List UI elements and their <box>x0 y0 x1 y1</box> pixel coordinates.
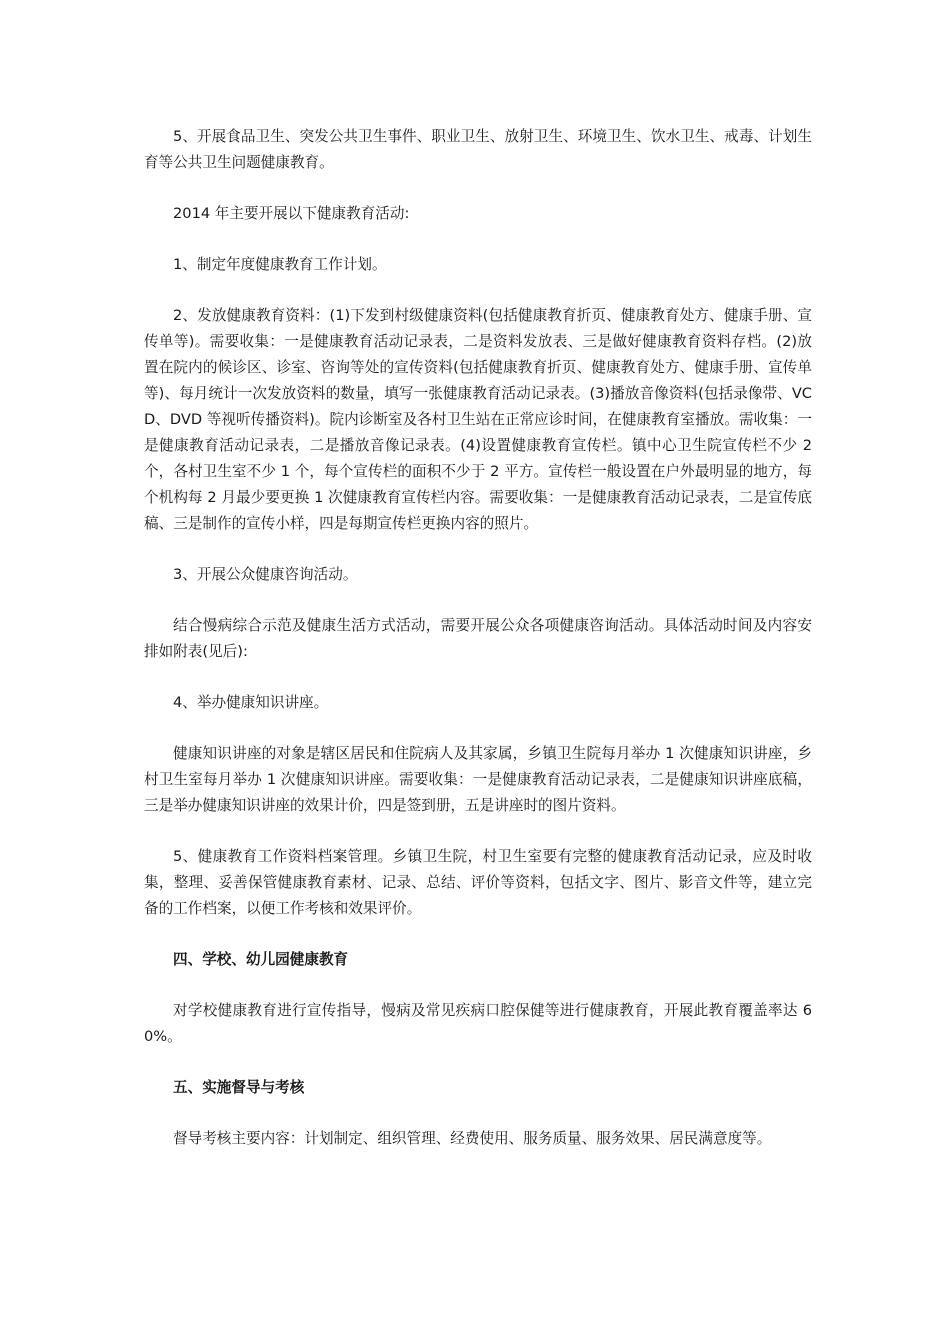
document-page <box>144 124 812 1177</box>
paragraph-2014-activities-intro: 2014 年主要开展以下健康教育活动: <box>173 205 410 222</box>
paragraph-lectures-detail: 健康知识讲座的对象是辖区居民和住院病人及其家属，乡镇卫生院每月举办 1 次健康知识讲座，乡村卫生室每月举办 1 次健康知识讲座。需要收集：一是健康教育活动记录表，二是健康知识讲座底稿，三是举办健康知识讲座的效果计价，四是签到册，五是讲座时的图片资料。 <box>144 745 812 814</box>
paragraph-consultation-detail: 结合慢病综合示范及健康生活方式活动，需要开展公众各项健康咨询活动。具体活动时间及内容安排如附表(见后): <box>144 617 812 660</box>
paragraph-health-lectures: 4、举办健康知识讲座。 <box>173 694 329 711</box>
paragraph-public-consultation: 3、开展公众健康咨询活动。 <box>173 566 358 583</box>
paragraph-distribute-materials: 2、发放健康教育资料：(1)下发到村级健康资料(包括健康教育折页、健康教育处方、健康手册、宣传单等)。需要收集：一是健康教育活动记录表，二是资料发放表、三是做好健康教育资料存档。(2)放置在院内的候诊区、诊室、咨询等处的宣传资料(包括健康教育折页、健康教育处方、健康手册、宣传单等)、每月统计一次发放资料的数量，填写一张健康教育活动记录表。(3)播放音像资料(包括录像带、VCD、DVD 等视听传播资料)。院内诊断室及各村卫生站在正常应诊时间，在健康教育室播放。需收集：一是健康教育活动记录表，二是播放音像记录表。(4)设置健康教育宣传栏。镇中心卫生院宣传栏不少 2 个，各村卫生室不少 1 个，每个宣传栏的面积不少于 2 平方。宣传栏一般设置在户外最明显的地方，每个机构每 2 月最少要更换 1 次健康教育宣传栏内容。需要收集：一是健康教育活动记录表，二是宣传底稿、三是制作的宣传小样，四是每期宣传栏更换内容的照片。 <box>144 307 812 532</box>
paragraph-school-education-detail: 对学校健康教育进行宣传指导，慢病及常见疾病口腔保健等进行健康教育，开展此教育覆盖率达 60%。 <box>144 1002 812 1045</box>
paragraph-annual-plan: 1、制定年度健康教育工作计划。 <box>173 256 387 273</box>
paragraph-public-health-topics: 5、开展食品卫生、突发公共卫生事件、职业卫生、放射卫生、环境卫生、饮水卫生、戒毒、计划生育等公共卫生问题健康教育。 <box>144 128 812 171</box>
section-heading-school-education: 四、学校、幼儿园健康教育 <box>173 951 349 968</box>
paragraph-supervision-detail: 督导考核主要内容：计划制定、组织管理、经费使用、服务质量、服务效果、居民满意度等。 <box>173 1130 772 1147</box>
section-heading-supervision: 五、实施督导与考核 <box>173 1079 305 1096</box>
paragraph-archive-management: 5、健康教育工作资料档案管理。乡镇卫生院，村卫生室要有完整的健康教育活动记录，应及时收集，整理、妥善保管健康教育素材、记录、总结、评价等资料，包括文字、图片、影音文件等，建立完备的工作档案，以便工作考核和效果评价。 <box>144 848 812 917</box>
